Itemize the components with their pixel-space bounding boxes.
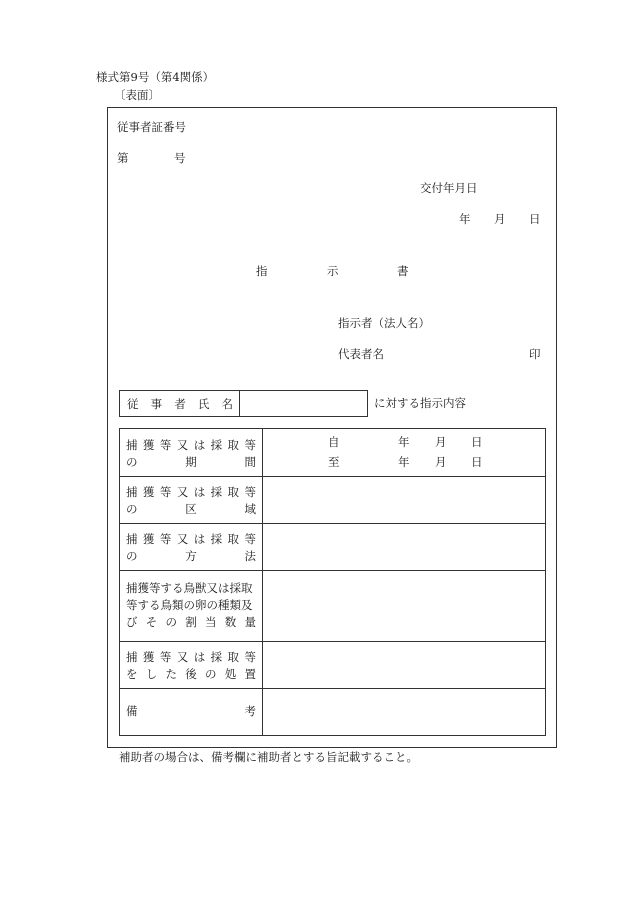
form-number: 様式第9号（第4関係） <box>96 70 215 84</box>
employee-name-divider <box>239 391 240 416</box>
seal-mark: 印 <box>529 347 541 361</box>
disposal-label-line1: 捕 獲 等 又 は 採 取 等 <box>126 650 256 664</box>
species-label-line2: 等する鳥類の卵の種類及 <box>126 598 253 612</box>
cert-number-prefix: 第 <box>117 151 129 165</box>
employee-name-box <box>119 390 368 417</box>
employee-cert-number-label: 従事者証番号 <box>117 120 186 134</box>
area-label-line1: 捕 獲 等 又 は 採 取 等 <box>126 485 256 499</box>
side-label: 〔表面〕 <box>114 88 160 102</box>
title-char-3: 書 <box>397 264 409 278</box>
period-from-year: 年 <box>398 435 410 449</box>
period-label-line1: 捕 獲 等 又 は 採 取 等 <box>126 438 256 452</box>
footnote: 補助者の場合は、備考欄に補助者とする旨記載すること。 <box>119 750 418 764</box>
area-row <box>120 476 545 524</box>
issue-date-year: 年 <box>459 212 471 226</box>
method-row <box>120 523 545 571</box>
species-label-line3: び そ の 割 当 数 量 <box>126 615 256 629</box>
issuer-label: 指示者（法人名） <box>338 316 430 330</box>
disposal-label-line2: を し た 後 の 処 置 <box>126 667 256 681</box>
species-label-line1: 捕獲等する鳥獣又は採取 <box>126 581 253 595</box>
title-char-1: 指 <box>256 264 268 278</box>
period-row <box>120 429 545 477</box>
title-char-2: 示 <box>327 264 339 278</box>
method-label-line2: の 方 法 <box>126 549 256 563</box>
period-to-day: 日 <box>471 455 483 469</box>
period-from-label: 自 <box>328 435 340 449</box>
employee-name-label: 従 事 者 氏 名 <box>127 397 233 411</box>
cert-number-suffix: 号 <box>174 151 186 165</box>
period-to-year: 年 <box>398 455 410 469</box>
species-row <box>120 570 545 642</box>
disposal-row <box>120 641 545 689</box>
instruction-table <box>119 428 546 736</box>
instruction-suffix: に対する指示内容 <box>374 396 466 410</box>
representative-label: 代表者名 <box>338 347 384 361</box>
method-label-line1: 捕 獲 等 又 は 採 取 等 <box>126 532 256 546</box>
period-to-month: 月 <box>435 455 447 469</box>
period-to-label: 至 <box>328 455 340 469</box>
issue-date-month: 月 <box>494 212 506 226</box>
period-from-day: 日 <box>471 435 483 449</box>
period-label-line2: の 期 間 <box>126 455 256 469</box>
issue-date-label: 交付年月日 <box>420 181 478 195</box>
remarks-label: 備 考 <box>126 704 256 718</box>
issue-date-day: 日 <box>529 212 541 226</box>
period-from-month: 月 <box>435 435 447 449</box>
remarks-row <box>120 688 545 735</box>
area-label-line2: の 区 域 <box>126 502 256 516</box>
